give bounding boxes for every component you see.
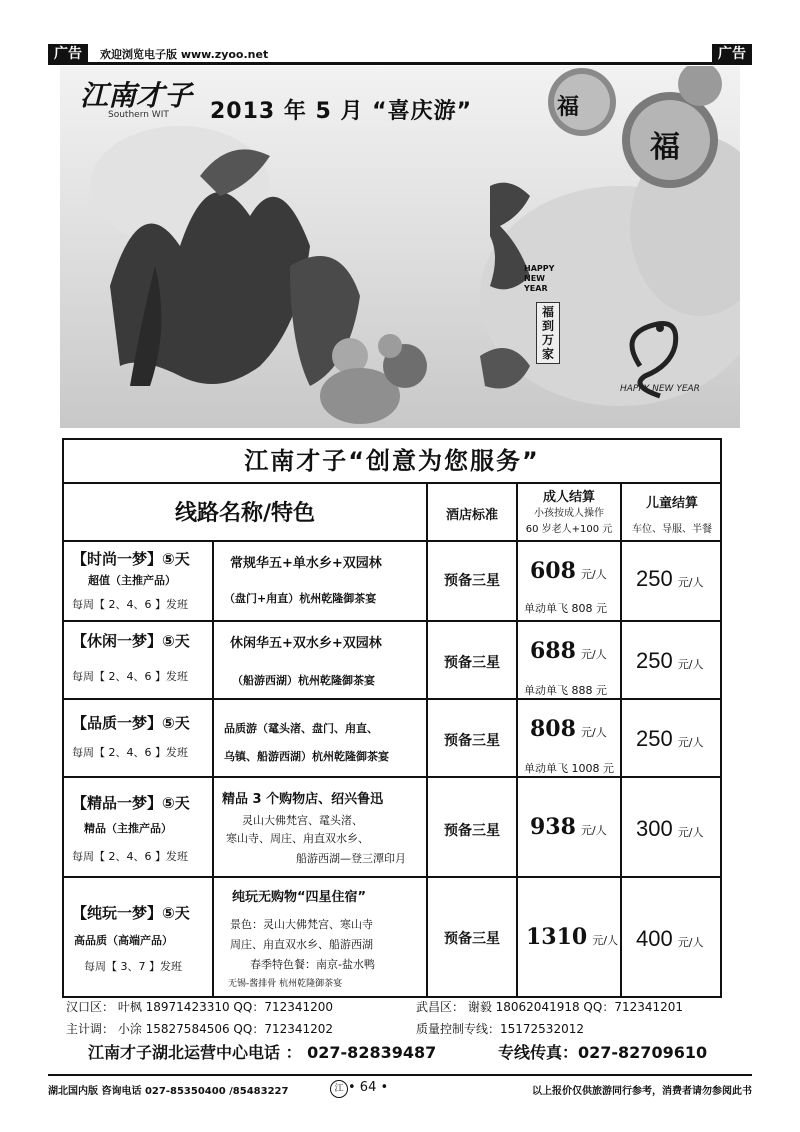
brand-logo-en: Southern WIT	[108, 110, 169, 120]
lantern-fu-small: 福	[557, 94, 580, 120]
contact-hankou: 汉口区： 叶枫 18971423310 QQ：712341200	[66, 1000, 334, 1014]
hotel-standard: 预备三星	[444, 655, 500, 671]
brand-logo-text: 江南才子	[80, 79, 193, 112]
ad-label-left: 广告	[48, 44, 88, 64]
contact-quality: 质量控制专线：15172532012	[416, 1022, 584, 1036]
oneway-price: 单动单飞 808 元	[524, 602, 607, 615]
divider	[212, 540, 214, 996]
child-price-value: 400	[636, 926, 673, 951]
divider	[64, 620, 720, 622]
header-adult-note1: 小孩按成人操作	[534, 508, 604, 519]
route-feature: 船游西湖—登三潭印月	[296, 852, 406, 865]
child-price-unit: 元/人	[677, 576, 704, 589]
divider	[64, 776, 720, 778]
child-price-value: 250	[636, 566, 673, 591]
route-feature: 景色：灵山大佛梵宫、寒山寺	[230, 918, 373, 931]
child-price	[636, 648, 704, 674]
adult-price-unit: 元/人	[592, 934, 619, 947]
adult-price-unit: 元/人	[581, 824, 607, 837]
route-name: 【休闲一梦】⑤天	[72, 632, 190, 650]
adult-price-unit: 元/人	[581, 726, 607, 739]
route-schedule: 每周【 2、4、6 】发班	[72, 850, 188, 863]
child-price-unit: 元/人	[677, 736, 704, 749]
hotel-standard: 预备三星	[444, 931, 500, 947]
contact-scheduler: 主计调： 小涂 15827584506 QQ：712341202	[66, 1022, 334, 1036]
adult-price	[530, 716, 607, 742]
child-price-value: 250	[636, 726, 673, 751]
footer-right: 以上报价仅供旅游同行参考，消费者请勿参阅此书	[532, 1086, 752, 1097]
promo-banner	[60, 66, 740, 428]
child-price	[636, 926, 704, 952]
child-price	[636, 566, 704, 592]
route-sub: 超值（主推产品）	[88, 574, 176, 587]
child-price-value: 300	[636, 816, 673, 841]
divider	[64, 876, 720, 878]
route-feature: 休闲华五+双水乡+双园林	[230, 636, 382, 651]
new-year-text: HAPPY NEW YEAR	[524, 264, 555, 293]
adult-price	[530, 638, 607, 664]
route-feature: 寒山寺、周庄、甪直双水乡、	[226, 832, 369, 845]
divider	[64, 540, 720, 542]
route-schedule: 每周【 2、4、6 】发班	[72, 746, 188, 759]
center-phone: 江南才子湖北运营中心电话 ： 027-82839487	[88, 1043, 437, 1062]
child-price-unit: 元/人	[677, 658, 704, 671]
bottom-rule	[48, 1074, 752, 1076]
route-schedule: 每周【 3、7 】发班	[84, 960, 182, 973]
route-sub: 精品（主推产品）	[84, 822, 172, 835]
hotel-standard: 预备三星	[444, 573, 500, 589]
footer-left: 湖北国内版 咨询电话 027-85350400 /85483227	[48, 1086, 289, 1097]
divider	[64, 698, 720, 700]
snake-emblem-caption: HAPPY NEW YEAR	[620, 384, 700, 394]
route-feature: 春季特色餐：南京-盐水鸭	[250, 958, 375, 971]
route-name: 【纯玩一梦】⑤天	[72, 904, 190, 922]
banner-headline: 2013 年 5 月 “喜庆游”	[210, 99, 473, 124]
site-url-text: 欢迎浏览电子版 www.zyoo.net	[100, 48, 269, 61]
header-adult-note2: 60 岁老人+100 元	[525, 524, 613, 535]
adult-price-value: 938	[530, 814, 576, 840]
route-feature: 常规华五+单水乡+双园林	[230, 556, 382, 571]
header-hotel: 酒店标准	[445, 508, 498, 523]
route-schedule: 每周【 2、4、6 】发班	[72, 598, 188, 611]
fudao-wanjia-label: 福到万家	[536, 302, 560, 364]
adult-price	[530, 558, 607, 584]
route-feature: 无锡-酱排骨 杭州乾隆御茶宴	[228, 979, 343, 989]
ad-label-right: 广告	[712, 44, 752, 64]
adult-price-value: 1310	[526, 924, 588, 950]
oneway-price: 单动单飞 888 元	[524, 684, 607, 697]
table-title: 江南才子“创意为您服务”	[244, 447, 540, 475]
adult-price-value: 688	[530, 638, 576, 664]
route-feature: （船游西湖）杭州乾隆御茶宴	[232, 674, 375, 687]
route-name: 【品质一梦】⑤天	[72, 714, 190, 732]
route-feature: 纯玩无购物“四星住宿”	[232, 890, 367, 905]
route-price-table	[62, 438, 722, 998]
adult-price-value: 808	[530, 716, 576, 742]
child-price-unit: 元/人	[677, 936, 704, 949]
child-price-value: 250	[636, 648, 673, 673]
hotel-standard: 预备三星	[444, 733, 500, 749]
fax-number: 专线传真：027-82709610	[498, 1043, 708, 1062]
header-route: 线路名称/特色	[174, 501, 316, 526]
divider	[620, 482, 622, 996]
route-feature: 乌镇、船游西湖）杭州乾隆御茶宴	[224, 750, 389, 763]
route-feature: 灵山大佛梵宫、鼋头渚、	[242, 814, 363, 827]
child-price	[636, 726, 704, 752]
route-schedule: 每周【 2、4、6 】发班	[72, 670, 188, 683]
route-name: 【时尚一梦】⑤天	[72, 550, 190, 568]
route-feature: 周庄、甪直双水乡、船游西湖	[230, 938, 373, 951]
divider	[516, 482, 518, 996]
route-feature: （盘门+甪直）杭州乾隆御茶宴	[224, 592, 377, 605]
adult-price	[526, 924, 618, 950]
contact-wuchang: 武昌区： 谢毅 18062041918 QQ：712341201	[416, 1000, 684, 1014]
route-feature: 品质游（鼋头渚、盘门、甪直、	[224, 722, 378, 735]
adult-price	[530, 814, 607, 840]
adult-price-unit: 元/人	[581, 648, 607, 661]
oneway-price: 单动单飞 1008 元	[524, 762, 614, 775]
header-adult: 成人结算	[542, 490, 595, 505]
child-price-unit: 元/人	[677, 826, 704, 839]
adult-price-unit: 元/人	[581, 568, 607, 581]
route-sub: 高品质（高端产品）	[74, 934, 173, 947]
lantern-fu-large: 福	[650, 130, 680, 165]
child-price	[636, 816, 704, 842]
top-rule	[48, 62, 752, 65]
page-badge-icon: 江	[330, 1080, 348, 1098]
page-number: • 64 •	[348, 1080, 389, 1095]
hotel-standard: 预备三星	[444, 823, 500, 839]
route-name: 【精品一梦】⑤天	[72, 794, 190, 812]
header-child: 儿童结算	[645, 496, 698, 511]
route-feature: 精品 3 个购物店、绍兴鲁迅	[222, 792, 384, 807]
header-child-note: 车位、导服、半餐	[632, 524, 712, 535]
adult-price-value: 608	[530, 558, 576, 584]
